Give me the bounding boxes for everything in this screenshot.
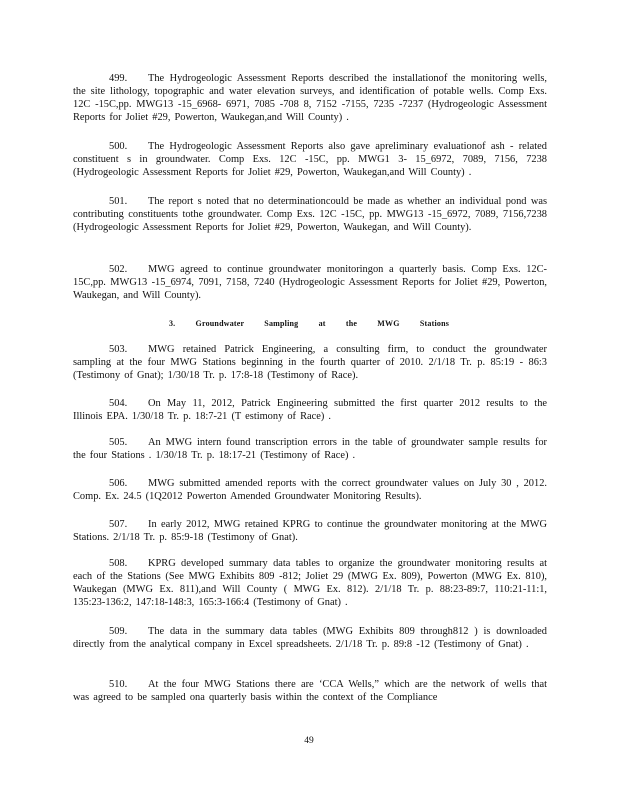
paragraph-507 (73, 518, 547, 544)
paragraph-505 (73, 436, 547, 462)
paragraph-text: MWG agreed to continue groundwater monitoringon a quarterly basis. Comp Exs. 12C-15C,pp. MWG13 -15_6974, 7091, 7158, 7240 (Hydrogeologic Assessment Reports for Joliet #29, Powerton, Waukegan, and Will County). (73, 264, 547, 301)
paragraph-text: MWG retained Patrick Engineering, a consulting firm, to conduct the groundwater sampling at the four MWG Stations beginning in the fourth quarter of 2010. 2/1/18 Tr. p. 85:19 - 86:3 (Testimony of Gnat); 1/30/18 Tr. p. 17:8-18 (Testimony of Race). (73, 344, 547, 381)
paragraph-499 (73, 72, 547, 124)
paragraph-text: KPRG developed summary data tables to organize the groundwater monitoring results at each of the Stations (See MWG Exhibits 809 -812; Joliet 29 (MWG Ex. 809), Powerton (MWG Ex. 810), Waukegan (MWG Ex. 811),and Will County ( MWG Ex. 812). 2/1/18 Tr. p. 88:23-89:7, 110:21-11:1, 135:23-136:2, 147:18-148:3, 165:3-166:4 (Testimony of Gnat) . (73, 558, 547, 608)
paragraph-number: 505. (109, 437, 128, 448)
paragraph-501 (73, 195, 547, 234)
paragraph-text: MWG submitted amended reports with the correct groundwater values on July 30 , 2012. Comp. Ex. 24.5 (1Q2012 Powerton Amended Groundwater Monitoring Results). (73, 478, 547, 502)
paragraph-number: 503. (109, 344, 128, 355)
paragraph-text: In early 2012, MWG retained KPRG to continue the groundwater monitoring at the MWG Stations. 2/1/18 Tr. p. 85:9-18 (Testimony of Gnat). (73, 519, 547, 543)
paragraph-number: 499. (109, 73, 128, 84)
paragraph-508 (73, 557, 547, 609)
paragraph-text: The data in the summary data tables (MWG Exhibits 809 through812 ) is downloaded directly from the analytical company in Excel spreadsheets. 2/1/18 Tr. p. 89:8 -12 (Testimony of Gnat) . (73, 626, 547, 650)
paragraph-text: The Hydrogeologic Assessment Reports also gave apreliminary evaluationof ash - related constituent s in groundwater. Comp Exs. 12C -15C, pp. MWG1 3- 15_6972, 7089, 7156, 7238 (Hydrogeologic Assessment Reports for Joliet #29, Powerton, Waukegan,and Will County) . (73, 141, 547, 178)
paragraph-number: 510. (109, 679, 128, 690)
page-number: 49 (304, 736, 314, 746)
paragraph-500 (73, 140, 547, 179)
paragraph-503 (73, 343, 547, 382)
paragraph-number: 501. (109, 196, 128, 207)
paragraph-number: 506. (109, 478, 128, 489)
section-heading: 3. Groundwater Sampling at the MWG Stations (168, 319, 450, 328)
paragraph-510 (73, 678, 547, 704)
paragraph-text: The report s noted that no determinationcould be made as whether an individual pond was contributing constituents tothe groundwater. Comp Exs. 12C -15C, pp. MWG13 -15_6972, 7089, 7156,7238 (Hydrogeologic Assessment Reports for Joliet #29, Powerton, Waukegan, and Will County). (73, 196, 547, 233)
paragraph-number: 502. (109, 264, 128, 275)
paragraph-502 (73, 263, 547, 302)
paragraph-504 (73, 397, 547, 423)
paragraph-text: On May 11, 2012, Patrick Engineering submitted the first quarter 2012 results to the Illinois EPA. 1/30/18 Tr. p. 18:7-21 (T estimony of Race) . (73, 398, 547, 422)
paragraph-number: 509. (109, 626, 128, 637)
paragraph-number: 508. (109, 558, 128, 569)
paragraph-text: The Hydrogeologic Assessment Reports described the installationof the monitoring wells, the site lithology, topographic and water elevation surveys, and identification of potable wells. Comp Exs. 12C -15C,pp. MWG13 -15_6968- 6971, 7085 -708 8, 7152 -7155, 7235 -7237 (Hydrogeologic Assessment Reports for Joliet #29, Powerton, Waukegan,and Will County) . (73, 73, 547, 123)
paragraph-number: 500. (109, 141, 128, 152)
paragraph-number: 504. (109, 398, 128, 409)
paragraph-509 (73, 625, 547, 651)
paragraph-506 (73, 477, 547, 503)
paragraph-text: At the four MWG Stations there are ‘CCA Wells,” which are the network of wells that was agreed to be sampled ona quarterly basis within the context of the Compliance (73, 679, 547, 703)
paragraph-text: An MWG intern found transcription errors in the table of groundwater sample results for the four Stations . 1/30/18 Tr. p. 18:17-21 (Testimony of Race) . (73, 437, 547, 461)
paragraph-number: 507. (109, 519, 128, 530)
